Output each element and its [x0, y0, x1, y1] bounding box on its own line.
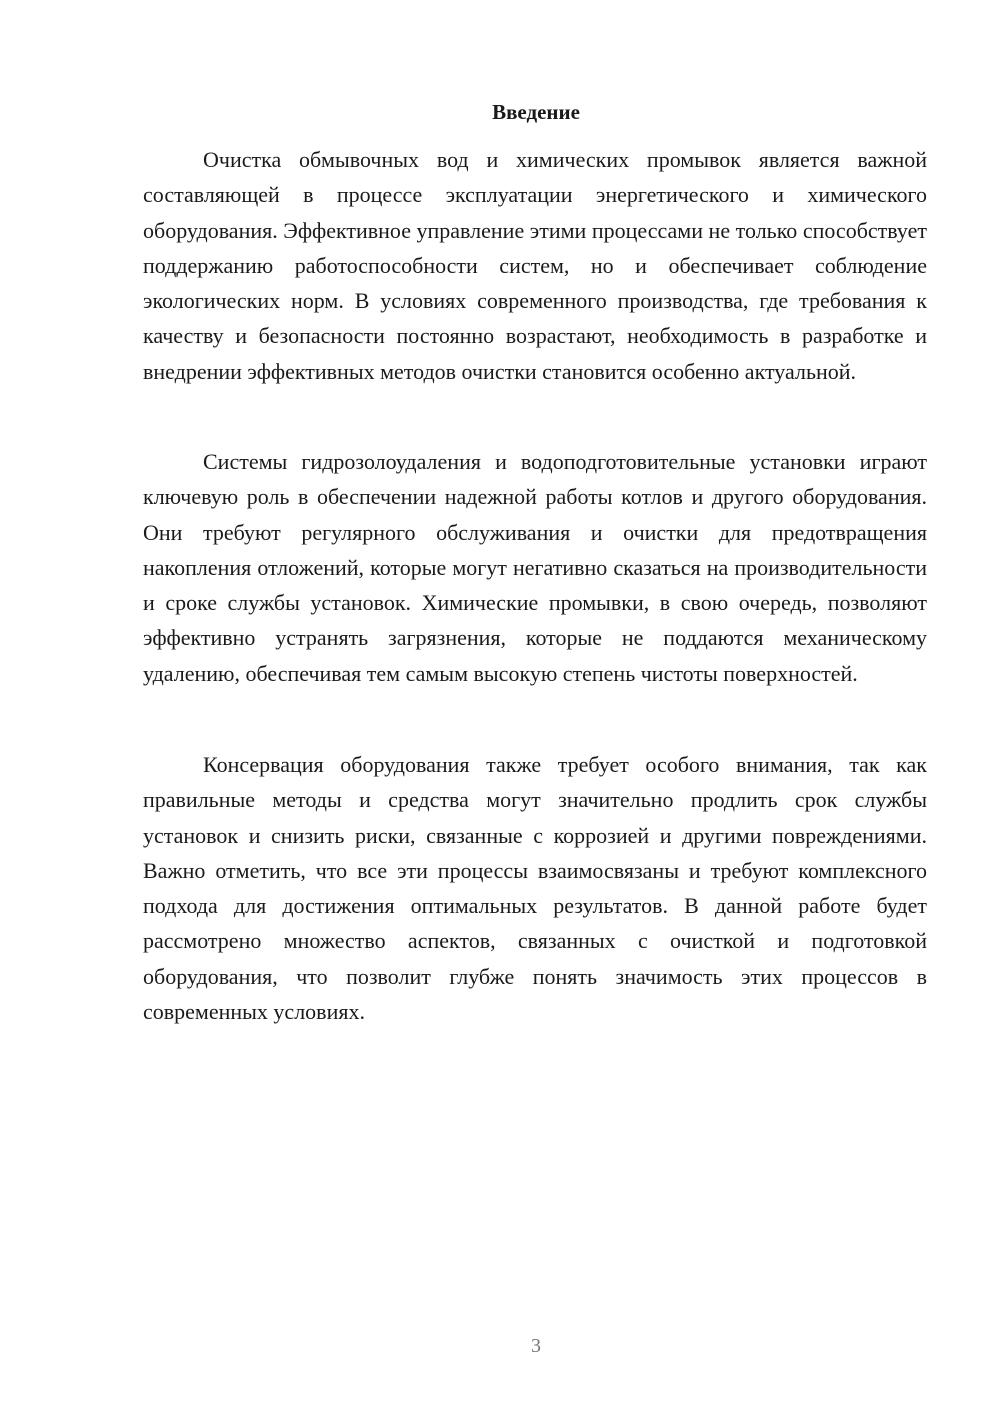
paragraph: Системы гидрозолоудаления и водоподготовительные установки играют ключевую роль в обеспечении надежной работы котлов и другого оборудования. Они требуют регулярного обслуживания и очистки для предотвращения накопления отложений, которые могут негативно сказаться на производительности и сроке службы установок. Химические промывки, в свою очередь, позволяют эффективно устранять загрязнения, которые не поддаются механическому удалению, обеспечивая тем самым высокую степень чистоты поверхностей.: [143, 449, 927, 686]
paragraph: Очистка обмывочных вод и химических промывок является важной составляющей в процессе эксплуатации энергетического и химического оборудования. Эффективное управление этими процессами не только способствует поддержанию работоспособности систем, но и обеспечивает соблюдение экологических норм. В условиях современного производства, где требования к качеству и безопасности постоянно возрастают, необходимость в разработке и внедрении эффективных методов очистки становится особенно актуальной.: [143, 147, 927, 384]
paragraph: Консервация оборудования также требует особого внимания, так как правильные методы и средства могут значительно продлить срок службы установок и снизить риски, связанные с коррозией и другими повреждениями. Важно отметить, что все эти процессы взаимосвязаны и требуют комплексного подхода для достижения оптимальных результатов. В данной работе будет рассмотрено множество аспектов, связанных с очисткой и подготовкой оборудования, что позволит глубже понять значимость этих процессов в современных условиях.: [143, 752, 927, 1025]
page-number: 3: [531, 1335, 541, 1357]
section-heading: Введение: [492, 100, 580, 124]
